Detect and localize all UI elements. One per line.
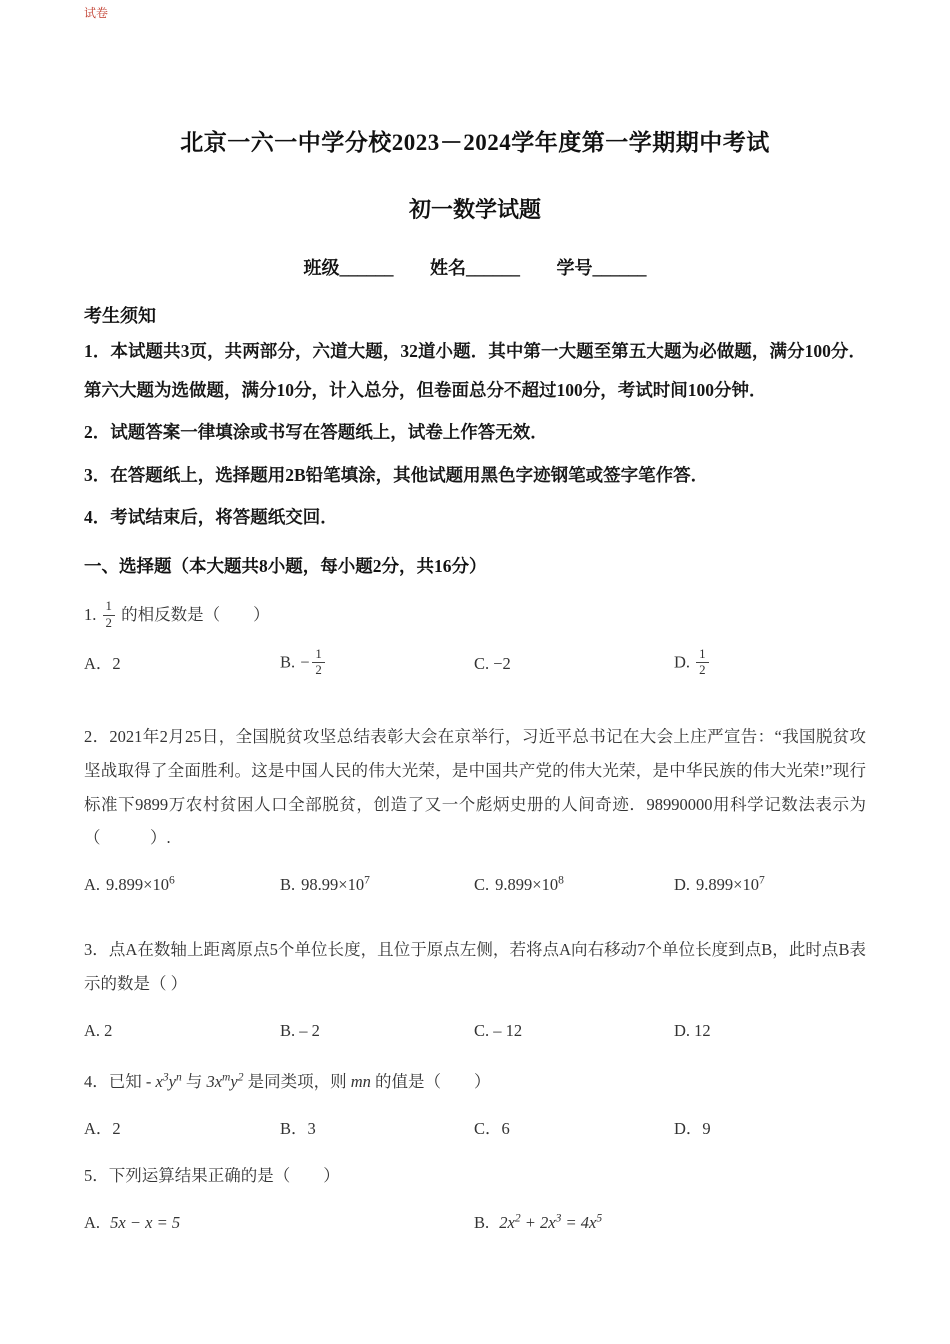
exam-subtitle: 初一数学试题 — [408, 197, 541, 223]
question-1-options — [84, 648, 866, 680]
q4-option-a: A．2 — [84, 1118, 121, 1138]
notice-list — [84, 332, 866, 537]
question-3-options — [84, 1017, 866, 1045]
q5-option-b: B. $2x^2 + 2x^3 = 4x^5$ — [474, 1212, 603, 1232]
question-2 — [84, 720, 866, 899]
id-field: 学号______ — [556, 258, 647, 279]
q3-option-c: C. – 12 — [474, 1020, 523, 1040]
question-1-stem — [84, 598, 866, 632]
question-1 — [84, 598, 866, 680]
class-field: 班级______ — [303, 258, 394, 279]
section1-heading: 一、选择题（本大题共8小题，每小题2分，共16分） — [84, 555, 487, 576]
notice-section — [84, 302, 866, 537]
name-field: 姓名______ — [430, 258, 520, 279]
exam-title: 北京一六一中学分校2023－2024学年度第一学期期中考试 — [180, 130, 770, 156]
question-4-options — [84, 1115, 866, 1143]
notice-item-2: 2．试题答案一律填涂或书写在答题纸上，试卷上作答无效． — [84, 422, 548, 443]
q1-number: 1. — [84, 604, 101, 624]
q1-fraction: $\frac{1}{2}$ — [103, 599, 115, 631]
q2-option-d: D. $9.899\times 10^7$ — [674, 874, 765, 895]
q1-option-d-fraction: $\frac{1}{2}$ — [696, 647, 708, 679]
question-5 — [84, 1159, 866, 1237]
q5-option-a: A. 5x − x = 5 — [84, 1212, 181, 1232]
question-3 — [84, 933, 866, 1045]
question-3-stem: 3．点A在数轴上距离原点5个单位长度，且位于原点左侧，若将点A向右移动7个单位长度到点B，此时点B表示的数是（ ） — [84, 940, 866, 994]
question-5-options — [84, 1209, 866, 1237]
notice-heading: 考生须知 — [84, 306, 156, 327]
question-5-stem: 5．下列运算结果正确的是（ ） — [84, 1165, 340, 1185]
q2-option-a: A. $9.899\times 10^6$ — [84, 874, 175, 895]
q4-option-b: B．3 — [280, 1118, 316, 1138]
q2-option-c: C. $9.899\times 10^8$ — [474, 874, 564, 895]
q1-option-b: B. − $\frac{1}{2}$ — [280, 648, 474, 680]
notice-item-3: 3．在答题纸上，选择题用2B铅笔填涂，其他试题用黑色字迹钢笔或签字笔作答． — [84, 464, 709, 485]
watermark-text: 试卷 — [84, 6, 109, 20]
q3-option-b: B. – 2 — [280, 1020, 320, 1040]
q1-option-c: C. −2 — [474, 653, 511, 673]
q4-option-c: C．6 — [474, 1118, 510, 1138]
q3-option-a: A. 2 — [84, 1020, 113, 1040]
q1-option-b-fraction: $\frac{1}{2}$ — [312, 647, 324, 679]
notice-item-1: 1．本试题共3页，共两部分，六道大题，32道小题．其中第一大题至第五大题为必做题，满分100分．第六大题为选做题，满分10分，计入总分，但卷面总分不超过100分，考试时间100分钟． — [84, 341, 866, 400]
q1-stem-text: 的相反数是（ ） — [121, 604, 270, 624]
question-2-options — [84, 871, 866, 899]
question-2-stem: 2．2021年2月25日，全国脱贫攻坚总结表彰大会在京举行，习近平总书记在大会上庄严宣告：“我国脱贫攻坚战取得了全面胜利。这是中国人民的伟大光荣，是中国共产党的伟大光荣，是中华民族的伟大光荣!”现行标准下9899万农村贫困人口全部脱贫，创造了又一个彪炳史册的人间奇迹．98990000用科学记数法表示为（ ）. — [84, 726, 866, 848]
q1-option-a: A．2 — [84, 653, 121, 673]
q3-option-d: D. 12 — [674, 1020, 711, 1040]
student-fields — [84, 254, 866, 280]
notice-item-4: 4．考试结束后，将答题纸交回． — [84, 507, 338, 528]
q1-option-d: D. $\frac{1}{2}$ — [674, 648, 866, 680]
question-4 — [84, 1065, 866, 1143]
question-4-stem: 4．已知 - $x^3y^n$ 与 $3x^my^2$ 是同类项，则 mn 的值是（ ） — [84, 1071, 491, 1091]
q2-option-b: B. $98.99\times 10^7$ — [280, 874, 370, 895]
q4-option-d: D．9 — [674, 1118, 711, 1138]
